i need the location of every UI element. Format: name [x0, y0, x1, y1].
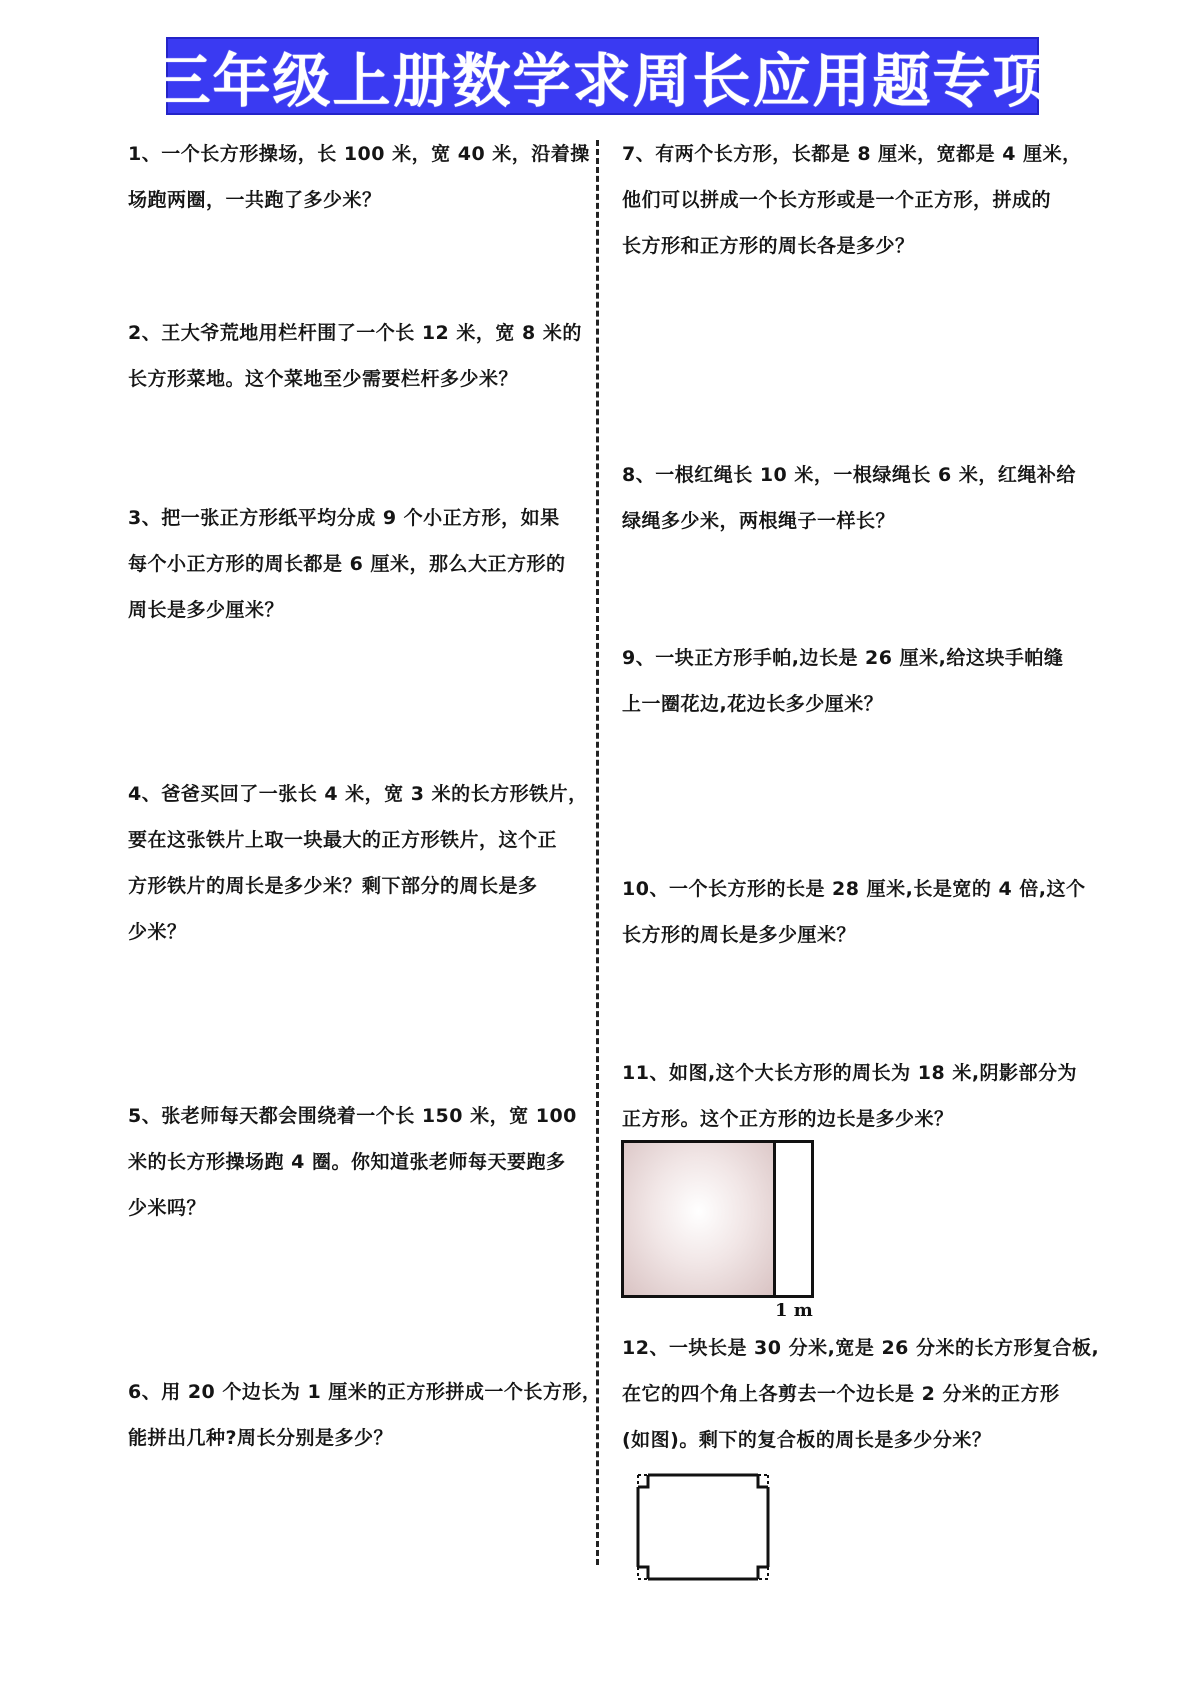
question-10 — [622, 866, 1092, 958]
question-line: 少米？ — [128, 921, 187, 943]
question-line: 12、一块长是 30 分米,宽是 26 分米的长方形复合板, — [622, 1337, 1100, 1359]
question-line: 长方形的周长是多少厘米？ — [622, 924, 857, 946]
question-12 — [622, 1325, 1100, 1463]
question-line: 11、如图,这个大长方形的周长为 18 米,阴影部分为 — [622, 1062, 1078, 1084]
question-5 — [128, 1093, 588, 1231]
question-line: 上一圈花边,花边长多少厘米？ — [622, 693, 884, 715]
question-line: 2、王大爷荒地用栏杆围了一个长 12 米，宽 8 米的 — [128, 322, 582, 344]
title-banner — [152, 37, 1053, 115]
question-9 — [622, 635, 1092, 727]
question-line: 6、用 20 个边长为 1 厘米的正方形拼成一个长方形， — [128, 1381, 602, 1403]
question-line: 正方形。这个正方形的边长是多少米？ — [622, 1108, 954, 1130]
question-11 — [622, 1050, 1092, 1142]
question-7 — [622, 131, 1092, 269]
column-divider — [596, 140, 599, 1565]
question-line: 能拼出几种?周长分别是多少？ — [128, 1427, 394, 1449]
question-line: 少米吗？ — [128, 1197, 207, 1219]
question-line: 长方形菜地。这个菜地至少需要栏杆多少米？ — [128, 368, 519, 390]
question-line: 米的长方形操场跑 4 圈。你知道张老师每天要跑多 — [128, 1151, 566, 1173]
question-line: 1、一个长方形操场，长 100 米，宽 40 米，沿着操 — [128, 143, 590, 165]
question-line: 4、爸爸买回了一张长 4 米，宽 3 米的长方形铁片， — [128, 783, 588, 805]
question-2 — [128, 310, 588, 402]
figure-12-cut-corners — [636, 1473, 770, 1581]
question-line: 10、一个长方形的长是 28 厘米,长是宽的 4 倍,这个 — [622, 878, 1086, 900]
question-line: 7、有两个长方形，长都是 8 厘米，宽都是 4 厘米， — [622, 143, 1082, 165]
question-line: 每个小正方形的周长都是 6 厘米，那么大正方形的 — [128, 553, 566, 575]
figure-11-rectangle — [621, 1140, 814, 1298]
question-line: 他们可以拼成一个长方形或是一个正方形，拼成的 — [622, 189, 1052, 211]
question-line: 方形铁片的周长是多少米？剩下部分的周长是多 — [128, 875, 538, 897]
question-line: 绿绳多少米，两根绳子一样长？ — [622, 510, 896, 532]
question-line: 在它的四个角上各剪去一个边长是 2 分米的正方形 — [622, 1383, 1060, 1405]
figure-11-width-label: 1 m — [775, 1300, 813, 1321]
question-8 — [622, 452, 1092, 544]
question-line: 9、一块正方形手帕,边长是 26 厘米,给这块手帕缝 — [622, 647, 1064, 669]
question-line: 场跑两圈，一共跑了多少米？ — [128, 189, 382, 211]
question-line: 长方形和正方形的周长各是多少？ — [622, 235, 915, 257]
figure-11-shaded-square — [624, 1143, 776, 1295]
question-line: 3、把一张正方形纸平均分成 9 个小正方形，如果 — [128, 507, 560, 529]
question-line: 周长是多少厘米？ — [128, 599, 285, 621]
question-line: 要在这张铁片上取一块最大的正方形铁片，这个正 — [128, 829, 558, 851]
page-title: 三年级上册数学求周长应用题专项 — [152, 47, 1053, 115]
question-4 — [128, 771, 588, 955]
question-line: 5、张老师每天都会围绕着一个长 150 米，宽 100 — [128, 1105, 577, 1127]
question-6 — [128, 1369, 602, 1461]
question-3 — [128, 495, 588, 633]
question-line: (如图)。剩下的复合板的周长是多少分米？ — [622, 1429, 992, 1451]
question-line: 8、一根红绳长 10 米，一根绿绳长 6 米，红绳补给 — [622, 464, 1076, 486]
question-1 — [128, 131, 588, 223]
